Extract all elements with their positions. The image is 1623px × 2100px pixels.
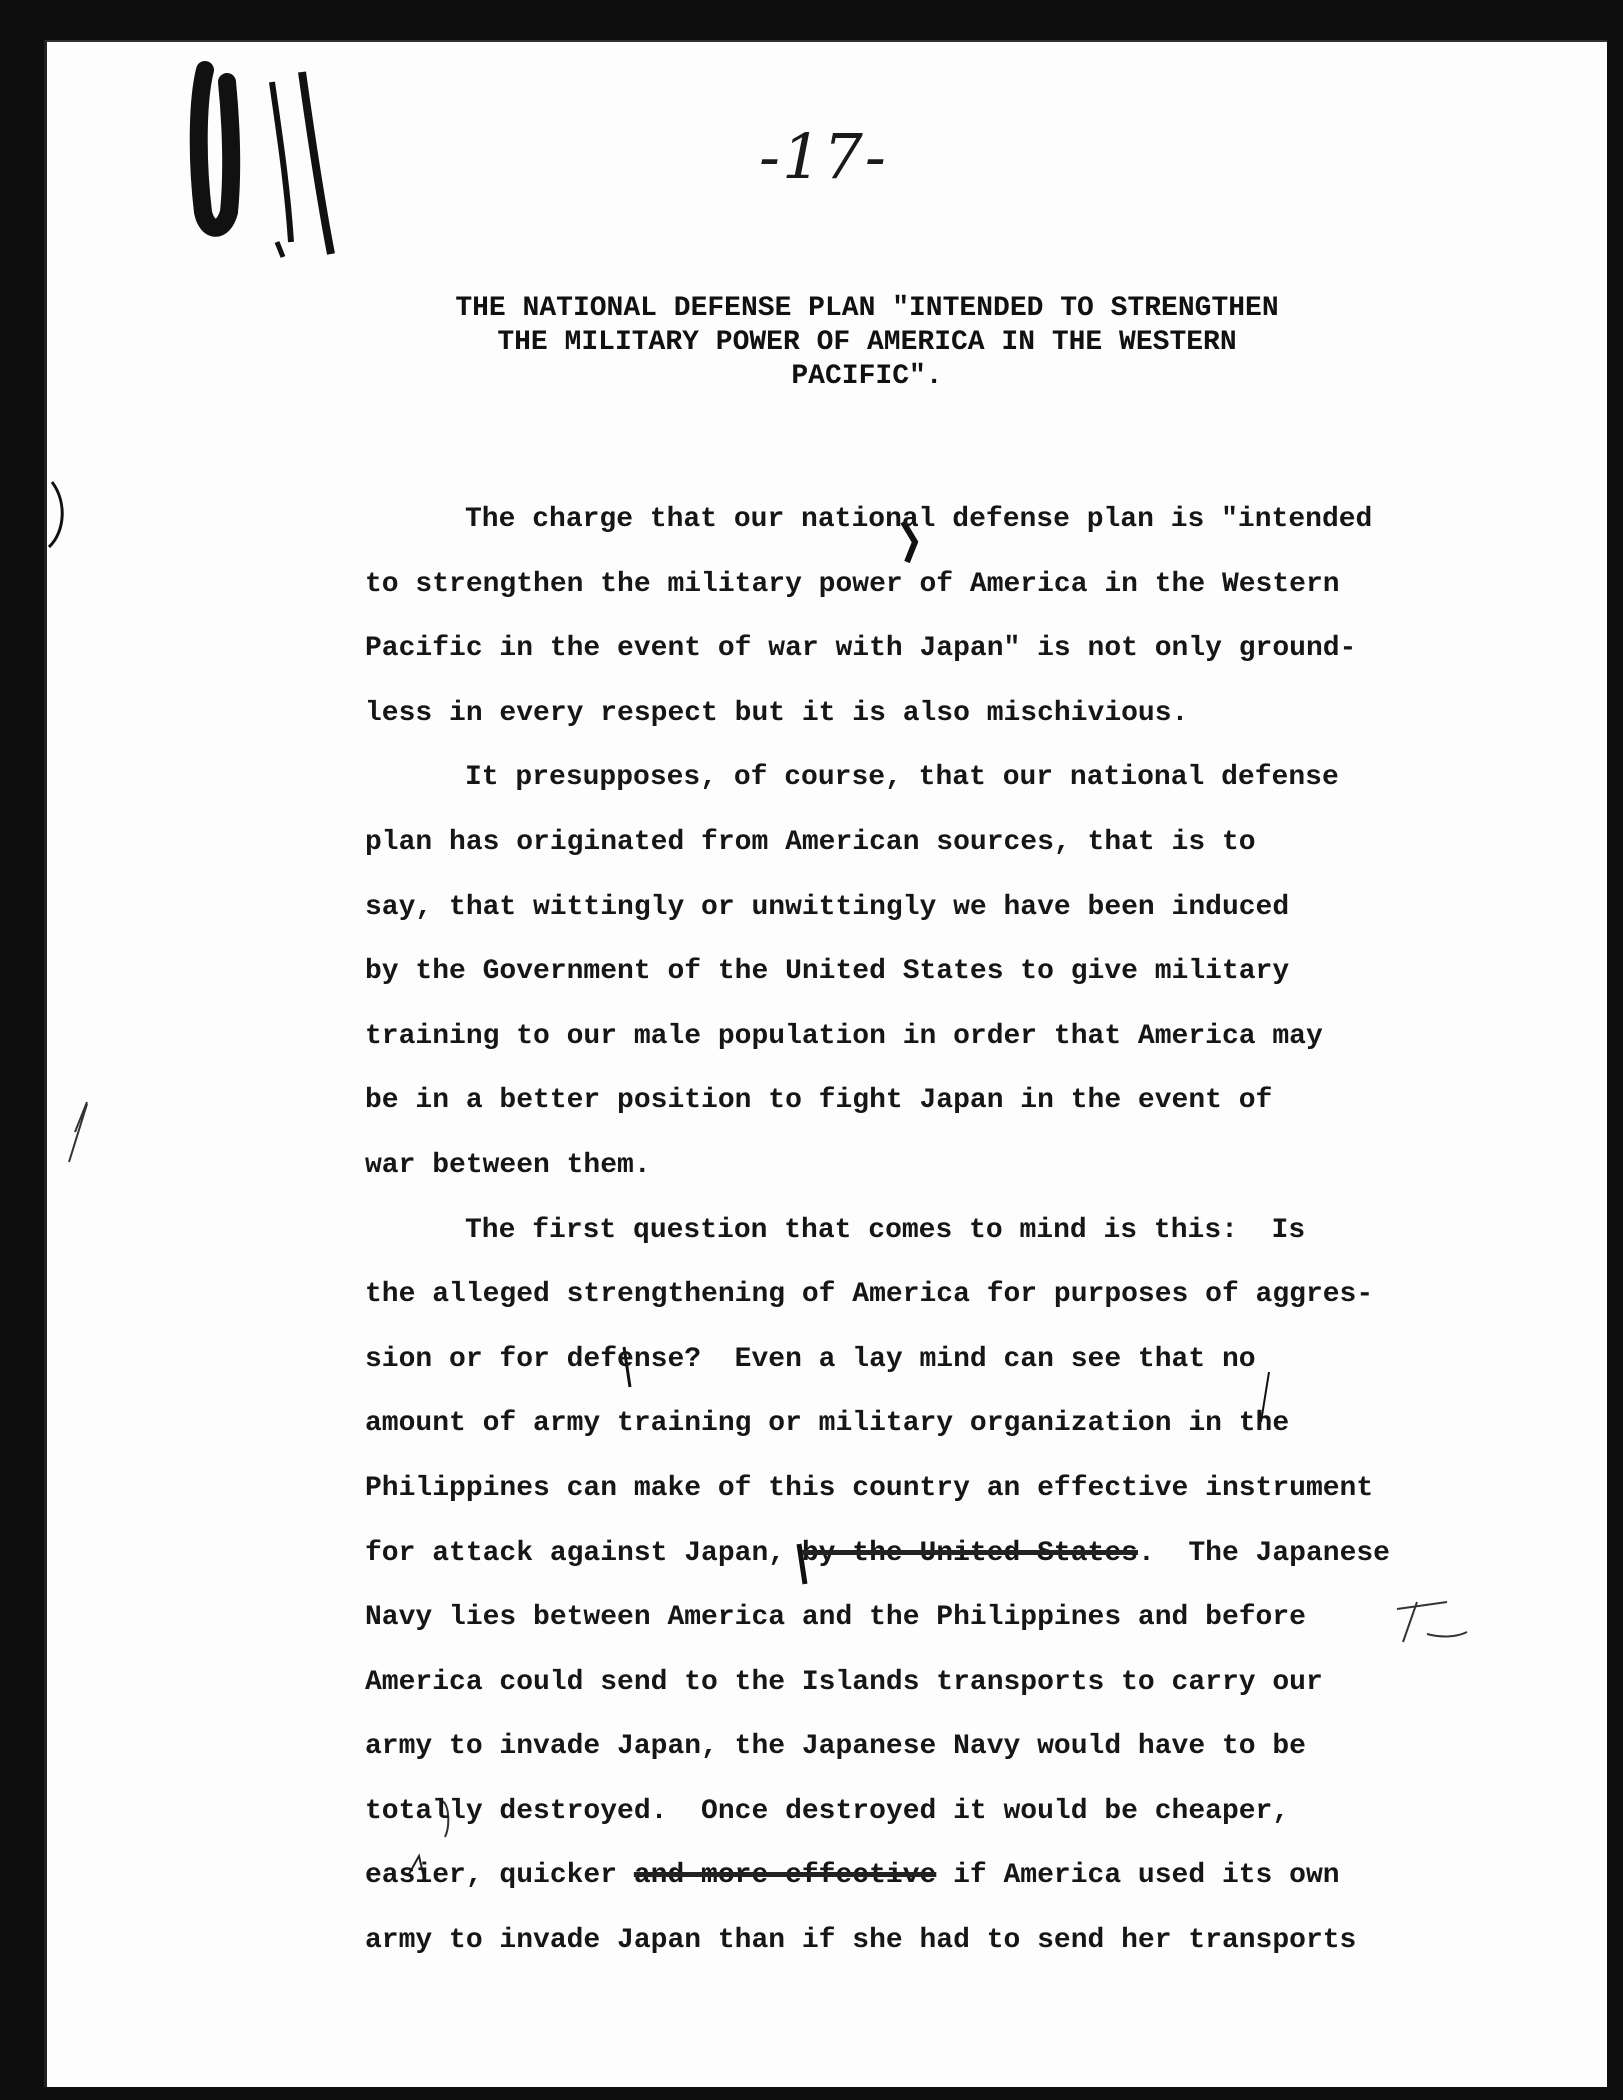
text-line: The charge that our national defense plan is "intended (465, 504, 1373, 535)
margin-mark (69, 1102, 87, 1162)
text-line: The first question that comes to mind is this: Is (465, 1214, 1306, 1246)
text-line: say, that wittingly or unwittingly we have been induced (365, 891, 1290, 923)
text-line-with-strikeout (365, 1844, 1545, 1909)
text-line: America could send to the Islands transports to carry our (365, 1666, 1323, 1698)
heading-line: THE NATIONAL DEFENSE PLAN "INTENDED TO STRENGTHEN (455, 293, 1279, 324)
text-line: army to invade Japan than if she had to send her transports (365, 1925, 1357, 1957)
text-line: war between them. (365, 1149, 651, 1181)
text-line: plan has originated from American sources, that is to (365, 826, 1256, 858)
text-line: army to invade Japan, the Japanese Navy would have to be (365, 1731, 1306, 1763)
text-line: amount of army training or military organization in the (365, 1408, 1290, 1440)
text-line: less in every respect but it is also mischivious. (365, 697, 1189, 729)
text-segment: easier, quicker (365, 1860, 634, 1892)
text-segment: if America used its own (936, 1860, 1340, 1892)
text-segment: . The Japanese (1137, 1537, 1390, 1569)
text-line: the alleged strengthening of America for purposes of aggres- (365, 1279, 1374, 1311)
body-text (365, 488, 1545, 1974)
text-line: Navy lies between America and the Philippines and before (365, 1602, 1306, 1634)
page-number: -17- (759, 120, 888, 193)
margin-mark (49, 482, 62, 547)
binder-clip-mark (199, 70, 331, 257)
text-line: training to our male population in order that America may (365, 1020, 1323, 1052)
document-heading (347, 292, 1387, 394)
text-line: be in a better position to fight Japan in the event of (365, 1085, 1273, 1117)
text-segment: for attack against Japan, (365, 1537, 802, 1569)
text-line: Pacific in the event of war with Japan" is not only ground- (365, 633, 1357, 665)
text-line: It presupposes, of course, that our national defense (465, 762, 1339, 794)
document-page (44, 40, 1607, 2087)
struck-text: and more effective (633, 1860, 937, 1892)
text-line: to strengthen the military power of America in the Western (365, 568, 1340, 600)
heading-line: THE MILITARY POWER OF AMERICA IN THE WESTERN (497, 327, 1237, 358)
text-line-with-strikeout (365, 1522, 1545, 1587)
text-line: by the Government of the United States to give military (365, 956, 1290, 988)
text-line: Philippines can make of this country an effective instrument (365, 1472, 1374, 1504)
heading-line: PACIFIC". (791, 361, 943, 392)
text-line: totally destroyed. Once destroyed it would be cheaper, (365, 1795, 1290, 1827)
struck-text: by the United States (801, 1537, 1138, 1569)
text-line: sion or for defense? Even a lay mind can see that no (365, 1343, 1256, 1375)
